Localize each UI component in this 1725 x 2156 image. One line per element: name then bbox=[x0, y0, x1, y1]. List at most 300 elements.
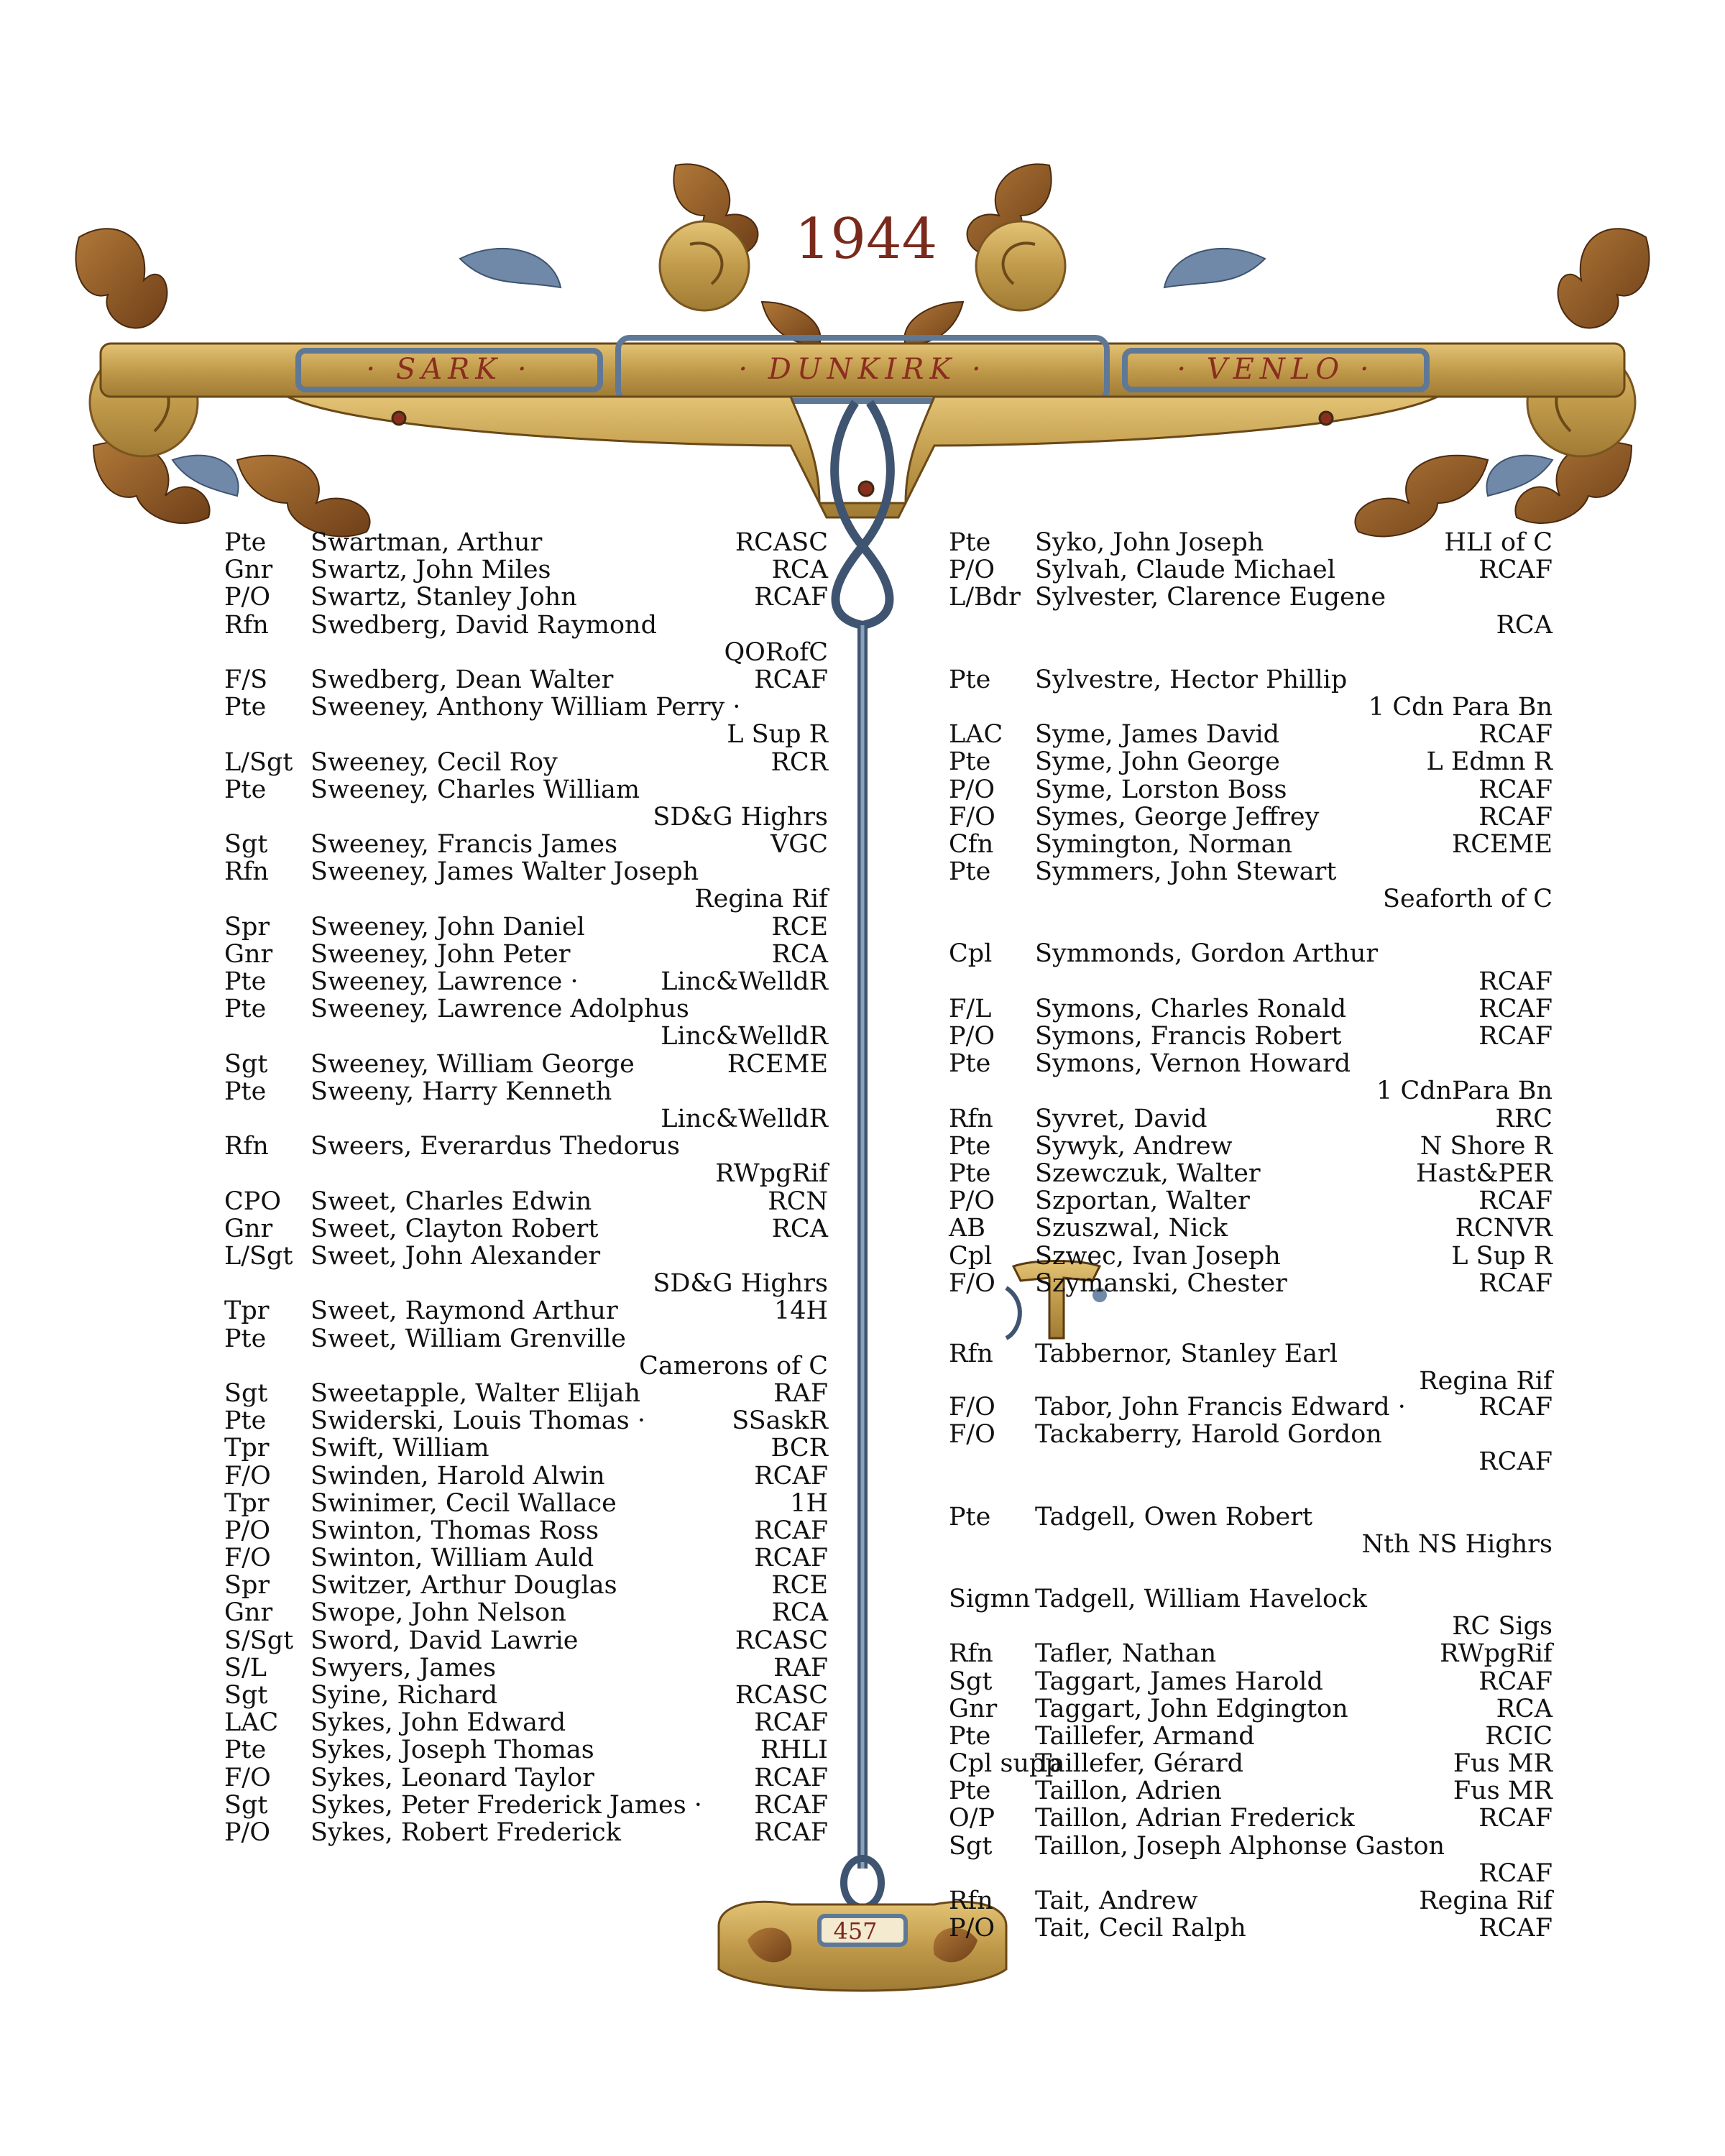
unit-text: Linc&WelldR bbox=[661, 1105, 828, 1134]
roll-entry bbox=[224, 858, 828, 913]
roll-entry bbox=[949, 1187, 1552, 1215]
rank-text: P/O bbox=[949, 1187, 995, 1216]
name-text: Syvret, David bbox=[1035, 1104, 1208, 1133]
name-text: Szportan, Walter bbox=[1035, 1187, 1250, 1216]
roll-entry bbox=[224, 1215, 828, 1243]
rank-text: Sgt bbox=[949, 1831, 993, 1861]
name-text: Symes, George Jeffrey bbox=[1035, 802, 1320, 831]
rank-text: CPO bbox=[224, 1187, 282, 1216]
roll-entry bbox=[949, 1805, 1552, 1832]
roll-entry bbox=[224, 1517, 828, 1544]
rank-text: Rfn bbox=[949, 1339, 993, 1368]
rank-text: Pte bbox=[949, 1502, 991, 1531]
rank-text: Cfn bbox=[949, 829, 994, 859]
unit-text: RCA bbox=[771, 939, 828, 969]
roll-entry bbox=[949, 1105, 1552, 1133]
roll-entry bbox=[949, 776, 1552, 803]
rank-text: LAC bbox=[224, 1708, 279, 1738]
rank-text: Spr bbox=[224, 1571, 270, 1600]
roll-entry bbox=[949, 1421, 1552, 1475]
name-text: Sykes, Robert Frederick bbox=[310, 1818, 621, 1847]
name-text: Sweeney, Cecil Roy bbox=[310, 747, 558, 777]
unit-text: VGC bbox=[770, 830, 828, 860]
rank-text: Sgt bbox=[224, 1049, 268, 1079]
name-text: Sweetapple, Walter Elijah bbox=[310, 1378, 641, 1408]
roll-entry bbox=[949, 721, 1552, 748]
name-text: Szewczuk, Walter bbox=[1035, 1159, 1261, 1189]
name-text: Sweeny, Harry Kenneth bbox=[310, 1077, 612, 1106]
unit-text: RCAF bbox=[1478, 1022, 1552, 1051]
rank-text: Sgt bbox=[949, 1667, 993, 1696]
roll-entry bbox=[224, 666, 828, 694]
unit-text: SD&G Highrs bbox=[653, 1269, 828, 1299]
rank-text: Pte bbox=[224, 995, 267, 1024]
unit-text: RWpgRif bbox=[715, 1159, 828, 1189]
name-text: Tadgell, William Havelock bbox=[1035, 1584, 1367, 1613]
unit-text: RCAF bbox=[754, 1708, 828, 1738]
name-text: Symmers, John Stewart bbox=[1035, 857, 1337, 887]
name-text: Sweers, Everardus Thedorus bbox=[310, 1132, 681, 1161]
name-text: Tackaberry, Harold Gordon bbox=[1035, 1420, 1382, 1450]
name-text: Sweeney, James Walter Joseph bbox=[310, 857, 699, 887]
name-text: Szwec, Ivan Joseph bbox=[1035, 1241, 1281, 1271]
roll-entry bbox=[949, 1503, 1552, 1558]
name-text: Swartz, John Miles bbox=[310, 556, 551, 585]
roll-entry bbox=[949, 556, 1552, 584]
roll-entry bbox=[224, 1682, 828, 1709]
name-text: Tait, Cecil Ralph bbox=[1035, 1914, 1246, 1943]
unit-text: 1H bbox=[790, 1488, 828, 1518]
name-text: Sweet, John Alexander bbox=[310, 1241, 601, 1271]
rank-text: P/O bbox=[949, 775, 995, 804]
roll-entry bbox=[224, 1544, 828, 1572]
rank-text: F/O bbox=[949, 1420, 995, 1450]
rank-text: Tpr bbox=[224, 1434, 270, 1463]
name-text: Sweet, Clayton Robert bbox=[310, 1214, 599, 1243]
name-text: Tabor, John Francis Edward · bbox=[1035, 1392, 1406, 1422]
unit-text: RCA bbox=[1496, 1694, 1552, 1723]
roll-entry bbox=[949, 1640, 1552, 1667]
unit-text: RCAF bbox=[1478, 775, 1552, 804]
name-text: Swinton, Thomas Ross bbox=[310, 1516, 599, 1545]
name-text: Taillon, Joseph Alphonse Gaston bbox=[1035, 1831, 1445, 1861]
name-text: Syme, John George bbox=[1035, 747, 1280, 777]
unit-text: RCASC bbox=[735, 1681, 828, 1710]
name-text: Syko, John Joseph bbox=[1035, 528, 1264, 557]
rank-text: P/O bbox=[949, 1022, 995, 1051]
unit-text: RCAF bbox=[1478, 556, 1552, 585]
rank-text: Sgt bbox=[224, 1790, 268, 1820]
rank-text: Rfn bbox=[949, 1639, 993, 1669]
name-text: Szuszwal, Nick bbox=[1035, 1214, 1228, 1243]
name-text: Sykes, Leonard Taylor bbox=[310, 1763, 594, 1792]
roll-entry bbox=[224, 1709, 828, 1736]
rank-text: Pte bbox=[949, 747, 991, 777]
rank-text: F/S bbox=[224, 665, 268, 694]
roll-entry bbox=[949, 1695, 1552, 1723]
name-text: Sweeney, Francis James bbox=[310, 830, 618, 860]
unit-text: HLI of C bbox=[1444, 528, 1552, 557]
rank-text: F/O bbox=[949, 1392, 995, 1422]
rank-text: Gnr bbox=[224, 1214, 273, 1243]
unit-text: QORofC bbox=[724, 637, 828, 667]
rank-text: Pte bbox=[224, 967, 267, 997]
roll-entry bbox=[949, 1833, 1552, 1887]
roll-entry bbox=[224, 694, 828, 748]
roll-entry bbox=[949, 1777, 1552, 1805]
rank-text: Cpl supp bbox=[949, 1749, 1062, 1779]
name-text: Sykes, Peter Frederick James · bbox=[310, 1790, 702, 1820]
roll-entry bbox=[949, 1133, 1552, 1160]
rank-text: Pte bbox=[224, 693, 267, 722]
unit-text: RRC bbox=[1495, 1104, 1552, 1133]
unit-text: L Edmn R bbox=[1426, 747, 1552, 777]
name-text: Switzer, Arthur Douglas bbox=[310, 1571, 617, 1600]
name-text: Szymanski, Chester bbox=[1035, 1268, 1287, 1298]
rank-text: S/Sgt bbox=[224, 1626, 294, 1655]
roll-entry bbox=[949, 1750, 1552, 1777]
rank-text: Pte bbox=[949, 1159, 991, 1189]
roll-entry bbox=[949, 1215, 1552, 1242]
unit-text: Linc&WelldR bbox=[661, 967, 828, 997]
rank-text: LAC bbox=[949, 720, 1003, 750]
unit-text: Regina Rif bbox=[694, 885, 828, 914]
rank-text: L/Bdr bbox=[949, 583, 1021, 612]
unit-text: RCA bbox=[1496, 610, 1552, 640]
roll-entry bbox=[224, 1819, 828, 1846]
name-text: Swiderski, Louis Thomas · bbox=[310, 1406, 645, 1436]
roll-entry bbox=[224, 995, 828, 1050]
unit-text: RCAF bbox=[1478, 1268, 1552, 1298]
rank-text: Sgt bbox=[224, 830, 268, 860]
left-name-column bbox=[224, 529, 828, 1846]
unit-text: RCAF bbox=[754, 583, 828, 612]
rank-text: Tpr bbox=[224, 1296, 270, 1326]
roll-entry bbox=[224, 1297, 828, 1325]
unit-text: Regina Rif bbox=[1419, 1886, 1552, 1916]
name-text: Swartman, Arthur bbox=[310, 528, 543, 557]
name-text: Tait, Andrew bbox=[1035, 1886, 1198, 1916]
unit-text: 14H bbox=[773, 1296, 828, 1326]
rank-text: Pte bbox=[224, 775, 267, 804]
roll-entry bbox=[224, 1736, 828, 1764]
rank-text: Rfn bbox=[224, 610, 269, 640]
rank-text: Pte bbox=[949, 1131, 991, 1161]
roll-entry bbox=[224, 1599, 828, 1626]
name-text: Sylvester, Clarence Eugene bbox=[1035, 583, 1386, 612]
rank-text: Pte bbox=[949, 1777, 991, 1806]
roll-entry bbox=[224, 1325, 828, 1380]
rank-text: L/Sgt bbox=[224, 747, 293, 777]
roll-entry bbox=[949, 1915, 1552, 1942]
unit-text: RHLI bbox=[760, 1736, 828, 1765]
unit-text: RCAF bbox=[1478, 1667, 1552, 1696]
roll-entry bbox=[224, 1243, 828, 1297]
roll-entry bbox=[949, 995, 1552, 1023]
rank-text: P/O bbox=[949, 1914, 995, 1943]
roll-entry bbox=[949, 1023, 1552, 1050]
roll-entry bbox=[224, 1654, 828, 1682]
unit-text: 1 Cdn Para Bn bbox=[1368, 692, 1552, 722]
unit-text: Camerons of C bbox=[639, 1351, 828, 1381]
name-text: Tafler, Nathan bbox=[1035, 1639, 1217, 1669]
name-text: Sweeney, John Daniel bbox=[310, 912, 585, 941]
roll-entry bbox=[224, 1380, 828, 1407]
name-text: Taggart, John Edgington bbox=[1035, 1694, 1348, 1723]
roll-entry bbox=[224, 941, 828, 968]
unit-text: N Shore R bbox=[1420, 1131, 1552, 1161]
unit-text: RCA bbox=[771, 556, 828, 585]
unit-text: Fus MR bbox=[1453, 1749, 1552, 1779]
rank-text: Gnr bbox=[224, 556, 273, 585]
name-text: Symons, Francis Robert bbox=[1035, 1022, 1342, 1051]
rank-text: P/O bbox=[949, 556, 995, 585]
rank-text: F/L bbox=[949, 994, 992, 1023]
unit-text: RCEME bbox=[727, 1049, 828, 1079]
name-text: Tadgell, Owen Robert bbox=[1035, 1502, 1313, 1531]
rank-text: Tpr bbox=[224, 1488, 270, 1518]
unit-text: RCASC bbox=[735, 528, 828, 557]
roll-entry bbox=[949, 940, 1552, 995]
roll-entry bbox=[949, 858, 1552, 913]
unit-text: RAF bbox=[773, 1653, 828, 1682]
unit-text: RCAF bbox=[1478, 1804, 1552, 1833]
unit-text: RCAF bbox=[1478, 1914, 1552, 1943]
name-text: Sykes, John Edward bbox=[310, 1708, 566, 1738]
name-text: Tabbernor, Stanley Earl bbox=[1035, 1339, 1338, 1368]
roll-entry bbox=[949, 831, 1552, 858]
unit-text: RCAF bbox=[1478, 1447, 1552, 1477]
rank-text: Pte bbox=[224, 1406, 267, 1436]
right-name-column bbox=[949, 529, 1552, 1942]
roll-entry bbox=[949, 1050, 1552, 1105]
name-text: Swinton, William Auld bbox=[310, 1544, 594, 1573]
unit-text: RCAF bbox=[754, 1516, 828, 1545]
rank-text: S/L bbox=[224, 1653, 267, 1682]
unit-text: RCE bbox=[771, 912, 828, 941]
name-text: Syme, Lorston Boss bbox=[1035, 775, 1287, 804]
roll-entry bbox=[949, 529, 1552, 556]
name-text: Sweeney, Charles William bbox=[310, 775, 640, 804]
unit-text: RC Sigs bbox=[1452, 1612, 1552, 1641]
rank-text: Sgt bbox=[224, 1378, 268, 1408]
unit-text: RCAF bbox=[754, 1818, 828, 1847]
unit-text: RCN bbox=[768, 1187, 828, 1216]
name-text: Sweeney, William George bbox=[310, 1049, 635, 1079]
name-text: Sweet, Raymond Arthur bbox=[310, 1296, 618, 1326]
name-text: Swartz, Stanley John bbox=[310, 583, 577, 612]
rank-text: Pte bbox=[949, 1049, 991, 1079]
roll-entry bbox=[949, 1887, 1552, 1915]
unit-text: RCAF bbox=[1478, 802, 1552, 831]
roll-entry bbox=[224, 1462, 828, 1490]
unit-text: Nth NS Highrs bbox=[1361, 1529, 1552, 1559]
roll-entry bbox=[224, 968, 828, 995]
rank-text: AB bbox=[949, 1214, 985, 1243]
rank-text: Rfn bbox=[224, 1132, 269, 1161]
roll-entry bbox=[224, 1490, 828, 1517]
rank-text: Pte bbox=[949, 857, 991, 887]
rank-text: F/O bbox=[224, 1763, 271, 1792]
unit-text: RCAF bbox=[1478, 720, 1552, 750]
rank-text: Cpl bbox=[949, 939, 993, 969]
battle-honour-dunkirk: · DUNKIRK · bbox=[738, 353, 987, 386]
rank-text: Gnr bbox=[949, 1694, 998, 1723]
roll-entry bbox=[224, 529, 828, 556]
rank-text: F/O bbox=[224, 1461, 271, 1491]
roll-entry bbox=[224, 1627, 828, 1654]
rank-text: Sigmn bbox=[949, 1584, 1031, 1613]
roll-entry bbox=[224, 1051, 828, 1078]
name-text: Syme, James David bbox=[1035, 720, 1280, 750]
rank-text: Pte bbox=[224, 528, 267, 557]
rank-text: O/P bbox=[949, 1804, 995, 1833]
rank-text: P/O bbox=[224, 1818, 271, 1847]
unit-text: RCAF bbox=[754, 665, 828, 694]
name-text: Taillefer, Gérard bbox=[1035, 1749, 1243, 1779]
battle-honour-sark: · SARK · bbox=[366, 353, 533, 386]
unit-text: RCAF bbox=[1478, 1858, 1552, 1888]
unit-text: Linc&WelldR bbox=[661, 1022, 828, 1051]
rank-text: Rfn bbox=[949, 1104, 993, 1133]
rank-text: Gnr bbox=[224, 939, 273, 969]
unit-text: RCASC bbox=[735, 1626, 828, 1655]
unit-text: RCE bbox=[771, 1571, 828, 1600]
roll-entry bbox=[224, 1407, 828, 1434]
unit-text: RCNVR bbox=[1455, 1214, 1552, 1243]
name-text: Swope, John Nelson bbox=[310, 1598, 566, 1628]
roll-entry bbox=[949, 1723, 1552, 1750]
name-text: Swinimer, Cecil Wallace bbox=[310, 1488, 617, 1518]
rank-text: F/O bbox=[949, 1268, 995, 1298]
rank-text: Pte bbox=[224, 1324, 267, 1353]
roll-entry bbox=[224, 1572, 828, 1599]
roll-entry bbox=[949, 666, 1552, 721]
unit-text: Regina Rif bbox=[1419, 1366, 1552, 1396]
rank-text: Pte bbox=[949, 528, 991, 557]
roll-entry bbox=[949, 1160, 1552, 1187]
unit-text: BCR bbox=[770, 1434, 828, 1463]
name-text: Sywyk, Andrew bbox=[1035, 1131, 1233, 1161]
name-text: Sword, David Lawrie bbox=[310, 1626, 579, 1655]
name-text: Taillefer, Armand bbox=[1035, 1721, 1255, 1751]
rank-text: Gnr bbox=[224, 1598, 273, 1628]
roll-entry bbox=[949, 1243, 1552, 1270]
unit-text: L Sup R bbox=[1451, 1241, 1552, 1271]
roll-entry bbox=[224, 584, 828, 611]
roll-entry bbox=[224, 831, 828, 858]
unit-text: SSaskR bbox=[732, 1406, 828, 1436]
roll-entry bbox=[949, 1585, 1552, 1640]
roll-entry bbox=[949, 1668, 1552, 1695]
name-text: Swinden, Harold Alwin bbox=[310, 1461, 605, 1491]
rank-text: Pte bbox=[224, 1077, 267, 1106]
roll-entry bbox=[224, 749, 828, 776]
roll-entry bbox=[224, 1434, 828, 1462]
name-text: Sweeney, John Peter bbox=[310, 939, 571, 969]
unit-text: RCIC bbox=[1485, 1721, 1552, 1751]
unit-text: SD&G Highrs bbox=[653, 802, 828, 831]
name-text: Sweeney, Lawrence · bbox=[310, 967, 579, 997]
unit-text: 1 CdnPara Bn bbox=[1376, 1077, 1552, 1106]
roll-entry bbox=[224, 776, 828, 831]
rank-text: Pte bbox=[224, 1736, 267, 1765]
name-text: Sylvah, Claude Michael bbox=[1035, 556, 1335, 585]
unit-text: L Sup R bbox=[727, 720, 828, 750]
unit-text: Hast&PER bbox=[1415, 1159, 1552, 1189]
unit-text: RCAF bbox=[754, 1790, 828, 1820]
rank-text: Spr bbox=[224, 912, 270, 941]
unit-text: RCAF bbox=[1478, 994, 1552, 1023]
unit-text: Seaforth of C bbox=[1383, 885, 1552, 914]
name-text: Swedberg, Dean Walter bbox=[310, 665, 614, 694]
name-text: Symons, Charles Ronald bbox=[1035, 994, 1347, 1023]
roll-entry bbox=[949, 1270, 1552, 1297]
unit-text: RCAF bbox=[754, 1763, 828, 1792]
rank-text: Sgt bbox=[224, 1681, 268, 1710]
roll-entry bbox=[224, 1078, 828, 1133]
name-text: Sykes, Joseph Thomas bbox=[310, 1736, 594, 1765]
battle-honour-venlo: · VENLO · bbox=[1177, 353, 1375, 386]
name-text: Swedberg, David Raymond bbox=[310, 610, 657, 640]
roll-entry bbox=[224, 1133, 828, 1187]
name-text: Sylvestre, Hector Phillip bbox=[1035, 665, 1348, 694]
unit-text: RCAF bbox=[754, 1544, 828, 1573]
unit-text: Fus MR bbox=[1453, 1777, 1552, 1806]
rank-text: L/Sgt bbox=[224, 1241, 293, 1271]
name-text: Swift, William bbox=[310, 1434, 489, 1463]
roll-entry bbox=[224, 1764, 828, 1792]
rank-text: P/O bbox=[224, 1516, 271, 1545]
rank-text: Rfn bbox=[224, 857, 269, 887]
roll-entry bbox=[224, 913, 828, 941]
rank-text: P/O bbox=[224, 583, 271, 612]
unit-text: RCA bbox=[771, 1214, 828, 1243]
name-text: Sweet, William Grenville bbox=[310, 1324, 627, 1353]
name-text: Sweet, Charles Edwin bbox=[310, 1187, 592, 1216]
year-heading: 1944 bbox=[794, 207, 938, 272]
roll-entry bbox=[224, 556, 828, 584]
rank-text: Rfn bbox=[949, 1886, 993, 1916]
roll-entry bbox=[949, 1393, 1552, 1421]
roll-entry bbox=[949, 584, 1552, 638]
unit-text: RCR bbox=[770, 747, 828, 777]
name-text: Sweeney, Anthony William Perry · bbox=[310, 693, 741, 722]
unit-text: RCA bbox=[771, 1598, 828, 1628]
rank-text: Pte bbox=[949, 1721, 991, 1751]
unit-text: RCAF bbox=[1478, 967, 1552, 996]
roll-entry bbox=[224, 1792, 828, 1819]
name-text: Symons, Vernon Howard bbox=[1035, 1049, 1351, 1079]
name-text: Taggart, James Harold bbox=[1035, 1667, 1323, 1696]
roll-entry bbox=[949, 803, 1552, 831]
rank-text: F/O bbox=[224, 1544, 271, 1573]
roll-entry bbox=[949, 748, 1552, 775]
name-text: Symmonds, Gordon Arthur bbox=[1035, 939, 1379, 969]
name-text: Syine, Richard bbox=[310, 1681, 498, 1710]
unit-text: RCAF bbox=[1478, 1187, 1552, 1216]
roll-entry bbox=[224, 612, 828, 666]
column-divider bbox=[834, 402, 891, 1907]
unit-text: RWpgRif bbox=[1440, 1639, 1552, 1669]
unit-text: RCAF bbox=[1478, 1392, 1552, 1422]
unit-text: RAF bbox=[773, 1378, 828, 1408]
rank-text: Pte bbox=[949, 665, 991, 694]
roll-entry bbox=[224, 1188, 828, 1215]
name-text: Sweeney, Lawrence Adolphus bbox=[310, 995, 689, 1024]
page-number: 457 bbox=[833, 1917, 878, 1945]
name-text: Taillon, Adrien bbox=[1035, 1777, 1222, 1806]
